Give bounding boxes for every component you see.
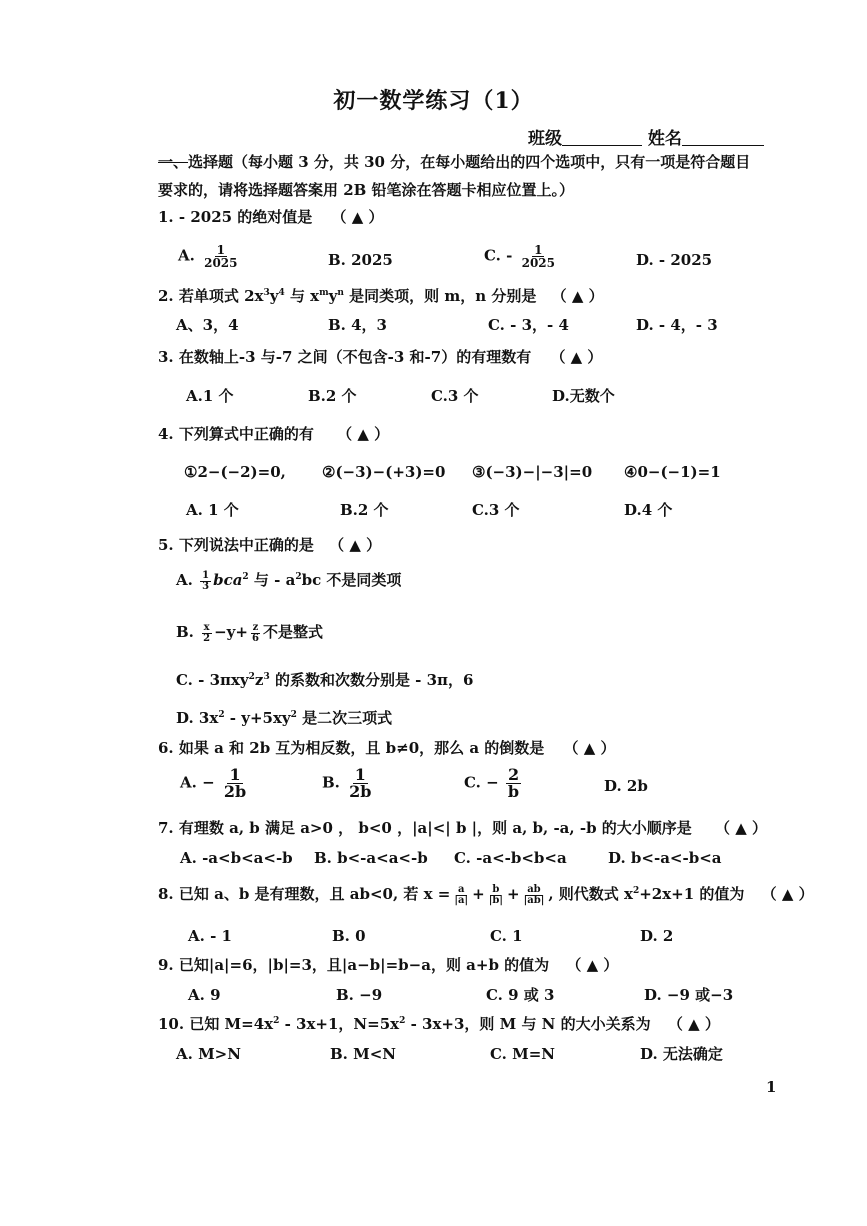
exponent: 2 [290, 710, 297, 720]
page-title: 初一数学练习（1） [333, 88, 534, 114]
q1-option-a [178, 244, 242, 269]
answer-marker: （ ▲ ） [566, 956, 619, 974]
section-title-cont: 要求的，请将选择题答案用 2B 铅笔涂在答题卡相应位置上。） [158, 181, 575, 199]
q10-stem: 10. 已知 M=4x [158, 1015, 274, 1033]
q6-option-c [464, 767, 523, 800]
q4-stem: 4. 下列算式中正确的有 [158, 425, 314, 443]
q2-stem: 2. 若单项式 2x [158, 287, 264, 305]
q8-option-d: D. 2 [640, 927, 674, 945]
answer-marker: （ ▲ ） [761, 885, 814, 903]
answer-marker: （ ▲ ） [715, 819, 767, 837]
question-3 [158, 347, 602, 367]
q7-stem: 7. 有理数 a, b 满足 a>0 ， b<0 ，|a|<| b |，则 a, b, -a, -b 的大小顺序是 [158, 819, 692, 837]
q2-stem: y [328, 287, 338, 305]
math-term: - y+5xy [224, 709, 291, 727]
fraction-denominator: 2025 [204, 256, 238, 270]
fraction-numerator: 2 [507, 765, 520, 784]
exponent: 2 [273, 1016, 280, 1026]
q1-option-d: D. - 2025 [636, 251, 713, 269]
q4-expr-2: ②(−3)−(+3)=0 [322, 463, 446, 481]
option-label: A. [176, 571, 193, 589]
q7-option-c: C. -a<-b<b<a [454, 849, 567, 867]
exponent: 2 [218, 710, 225, 720]
option-label: B. [176, 623, 194, 641]
q1-stem: 1. - 2025 的绝对值是 [158, 208, 313, 226]
option-label: A. − [180, 773, 215, 792]
question-7 [158, 818, 767, 838]
q8-option-b: B. 0 [332, 927, 366, 945]
exponent: 4 [278, 288, 285, 298]
q9-option-a: A. 9 [188, 986, 221, 1004]
fraction-denominator: 2 [203, 632, 211, 644]
q4-option-d: D.4 个 [624, 501, 673, 519]
fraction-numerator: 1 [354, 765, 366, 784]
fraction-denominator: 2025 [521, 256, 555, 270]
question-10 [158, 1014, 720, 1034]
fraction-denominator: 3 [202, 580, 210, 592]
fraction-numerator: 1 [202, 569, 210, 581]
q6-option-b [322, 767, 375, 800]
q4-expr-4: ④0−(−1)=1 [624, 463, 721, 481]
q9-option-c: C. 9 或 3 [486, 986, 555, 1004]
name-blank[interactable] [682, 128, 764, 146]
answer-marker: （ ▲ ） [331, 208, 384, 226]
q9-option-b: B. −9 [336, 986, 383, 1004]
q10-stem: - 3x+1，N=5x [279, 1015, 400, 1033]
option-label: A. [178, 246, 195, 265]
fraction-denominator: |b| [488, 894, 503, 906]
math-term: −y+ [214, 623, 248, 641]
exponent: 2 [399, 1016, 406, 1026]
exponent: 2 [632, 886, 640, 896]
answer-marker: （ ▲ ） [563, 739, 616, 757]
answer-marker: （ ▲ ） [329, 536, 382, 554]
q9-option-d: D. −9 或−3 [644, 986, 734, 1004]
q2-stem: 与 x [284, 287, 320, 305]
q10-option-d: D. 无法确定 [640, 1045, 723, 1063]
question-8 [158, 884, 814, 906]
exponent: 2 [248, 672, 255, 682]
q3-option-b: B.2 个 [308, 387, 357, 405]
q1-option-c [484, 244, 559, 269]
q1-option-b: B. 2025 [328, 251, 393, 269]
class-name-line [528, 124, 764, 149]
question-5 [158, 535, 381, 555]
answer-marker: （ ▲ ） [667, 1015, 720, 1033]
fraction-denominator: 2b [223, 782, 247, 801]
exponent: 3 [263, 288, 270, 298]
q10-option-c: C. M=N [490, 1045, 556, 1063]
exponent: m [319, 288, 329, 298]
q2-option-a: A、3，4 [176, 316, 239, 334]
fraction-numerator: 1 [229, 765, 241, 784]
fraction-numerator: b [492, 883, 500, 895]
q6-stem: 6. 如果 a 和 2b 互为相反数，且 b≠0，那么 a 的倒数是 [158, 739, 545, 757]
q5-stem: 5. 下列说法中正确的是 [158, 536, 314, 554]
q4-option-b: B.2 个 [340, 501, 389, 519]
option-label: C. − [464, 773, 499, 792]
q4-option-a: A. 1 个 [186, 501, 239, 519]
q4-expr-3: ③(−3)−|−3|=0 [472, 463, 593, 481]
question-9 [158, 955, 618, 975]
fraction-denominator: |ab| [523, 894, 545, 906]
question-1 [158, 207, 384, 227]
q5-option-c [176, 670, 473, 690]
fraction-denominator: b [507, 782, 520, 801]
math-term: D. 3x [176, 709, 219, 727]
q8-stem: 8. 已知 a、b 是有理数，且 ab<0, 若 x = [158, 885, 451, 903]
option-label: C. - [484, 246, 513, 265]
q2-stem: y [269, 287, 279, 305]
section-prefix: 一、 [158, 153, 189, 171]
q7-option-a: A. -a<b<a<-b [180, 849, 293, 867]
question-6 [158, 738, 616, 758]
q5-option-a [176, 570, 401, 592]
q4-option-c: C.3 个 [472, 501, 520, 519]
q2-option-d: D. - 4，- 3 [636, 316, 718, 334]
answer-marker: （ ▲ ） [551, 287, 604, 305]
math-term: 与 - a [248, 571, 296, 589]
q3-option-c: C.3 个 [431, 387, 479, 405]
q6-option-a [180, 767, 250, 800]
q8-option-a: A. - 1 [188, 927, 232, 945]
answer-marker: （ ▲ ） [550, 348, 603, 366]
option-label: B. [322, 773, 340, 792]
fraction-numerator: ab [527, 883, 541, 895]
q6-option-d: D. 2b [604, 777, 648, 795]
q7-option-b: B. b<-a<a<-b [314, 849, 428, 867]
math-term: 不是整式 [262, 623, 323, 641]
answer-marker: （ ▲ ） [337, 425, 390, 443]
exponent: 2 [295, 572, 302, 582]
fraction-denominator: |a| [454, 894, 469, 906]
q5-option-b [176, 622, 323, 644]
q8-option-c: C. 1 [490, 927, 523, 945]
exponent: 2 [242, 572, 249, 582]
q9-stem: 9. 已知|a|=6，|b|=3，且|a−b|=b−a，则 a+b 的值为 [158, 956, 550, 974]
math-term: z [254, 671, 264, 689]
exponent: n [337, 288, 344, 298]
class-blank[interactable] [562, 128, 642, 146]
q7-option-d: D. b<-a<-b<a [608, 849, 722, 867]
math-term: C. - 3πxy [176, 671, 249, 689]
fraction-numerator: a [458, 883, 465, 895]
page-number: 1 [766, 1078, 777, 1096]
fraction-numerator: z [252, 621, 259, 633]
question-2 [158, 286, 604, 306]
fraction-numerator: 1 [216, 243, 225, 257]
fraction-denominator: 2b [349, 782, 372, 801]
fraction-numerator: 1 [534, 243, 543, 257]
q3-option-a: A.1 个 [186, 387, 234, 405]
q10-option-b: B. M<N [330, 1045, 397, 1063]
fraction-numerator: x [203, 621, 210, 633]
math-term: + [472, 885, 485, 903]
q3-option-d: D.无数个 [552, 387, 615, 405]
class-label: 班级 [528, 129, 562, 149]
math-term: bca [213, 571, 243, 589]
math-term: bc 不是同类项 [301, 571, 402, 589]
name-label: 姓名 [647, 129, 682, 149]
q5-option-d [176, 708, 392, 728]
q2-option-c: C. - 3，- 4 [488, 316, 569, 334]
q8-stem: , 则代数式 x [548, 885, 633, 903]
q2-option-b: B. 4，3 [328, 316, 387, 334]
q10-option-a: A. M>N [176, 1045, 241, 1063]
q10-stem: - 3x+3，则 M 与 N 的大小关系为 [405, 1015, 651, 1033]
q8-stem: +2x+1 的值为 [639, 885, 745, 903]
math-term: + [507, 885, 520, 903]
question-4 [158, 424, 389, 444]
q2-stem: 是同类项，则 m，n 分别是 [343, 287, 537, 305]
math-term: 的系数和次数分别是 - 3π，6 [269, 671, 474, 689]
exponent: 3 [263, 672, 270, 682]
math-term: 是二次三项式 [296, 709, 393, 727]
section-heading [158, 152, 750, 172]
q3-stem: 3. 在数轴上-3 与-7 之间（不包含-3 和-7）的有理数有 [158, 348, 532, 366]
section-title: 选择题（每小题 3 分，共 30 分，在每小题给出的四个选项中，只有一项是符合题目 [188, 153, 751, 171]
q4-expr-1: ①2−(−2)=0, [184, 463, 286, 481]
fraction-denominator: 6 [251, 632, 259, 644]
